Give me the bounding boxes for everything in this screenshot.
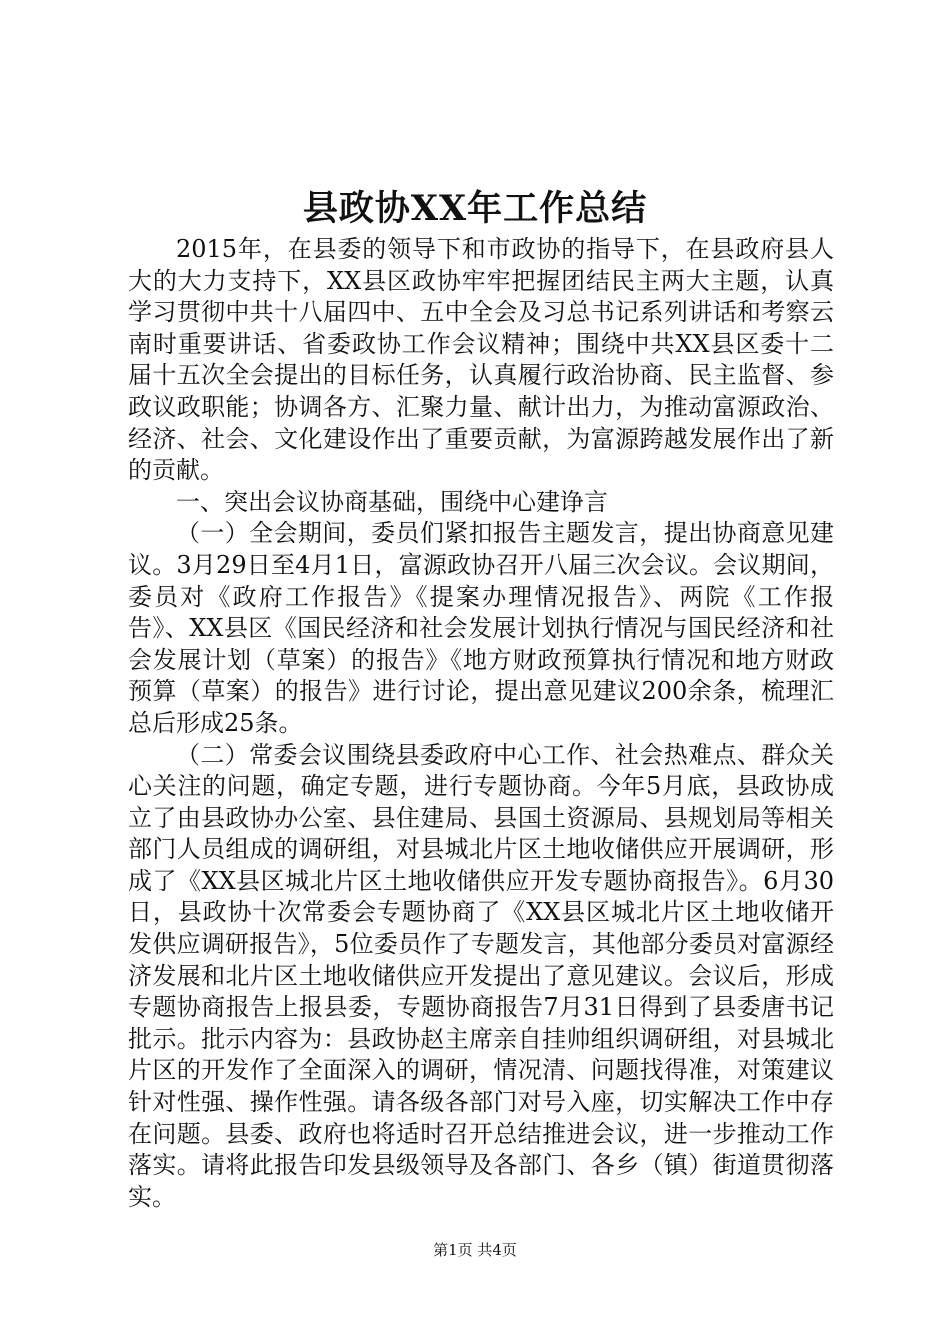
page-footer: 第1页 共4页	[433, 1241, 517, 1259]
paragraph-standing-committee: （二）常委会议围绕县委政府中心工作、社会热难点、群众关心关注的问题，确定专题，进行专题协商。今年5月底，县政协成立了由县政协办公室、县住建局、县国土资源局、县规划局等相关部门人员组成的调研组，对县城北片区土地收储供应开展调研，形成了《XX县区城北片区土地收储供应开发专题协商报告》。6月30日，县政协十次常委会专题协商了《XX县区城北片区土地收储开发供应调研报告》，5位委员作了专题发言，其他部分委员对富源经济发展和北片区土地收储供应开发提出了意见建议。会议后，形成专题协商报告上报县委，专题协商报告7月31日得到了县委唐书记批示。批示内容为：县政协赵主席亲自挂帅组织调研组，对县城北片区的开发作了全面深入的调研，情况清、问题找得准，对策建议针对性强、操作性强。请各级各部门对号入座，切实解决工作中存在问题。县委、政府也将适时召开总结推进会议，进一步推动工作落实。请将此报告印发县级领导及各部门、各乡（镇）街道贯彻落实。	[128, 740, 834, 1211]
paragraph-plenary: （一）全会期间，委员们紧扣报告主题发言，提出协商意见建议。3月29日至4月1日，富源政协召开八届三次会议。会议期间，委员对《政府工作报告》《提案办理情况报告》、两院《工作报告》、XX县区《国民经济和社会发展计划执行情况与国民经济和社会发展计划（草案）的报告》《地方财政预算执行情况和地方财政预算（草案）的报告》进行讨论，提出意见建议200余条，梳理汇总后形成25条。	[128, 519, 834, 737]
document-body	[128, 234, 834, 1213]
document-title: 县政协XX年工作总结	[302, 188, 648, 229]
section-heading: 一、突出会议协商基础，围绕中心建诤言	[176, 487, 608, 516]
paragraph-intro: 2015年，在县委的领导下和市政协的指导下，在县政府县人大的大力支持下，XX县区政协牢牢把握团结民主两大主题，认真学习贯彻中共十八届四中、五中全会及习总书记系列讲话和考察云南时重要讲话、省委政协工作会议精神；围绕中共XX县区委十二届十五次全会提出的目标任务，认真履行政治协商、民主监督、参政议政职能；协调各方、汇聚力量、献计出力，为推动富源政治、经济、社会、文化建设作出了重要贡献，为富源跨越发展作出了新的贡献。	[128, 235, 834, 485]
